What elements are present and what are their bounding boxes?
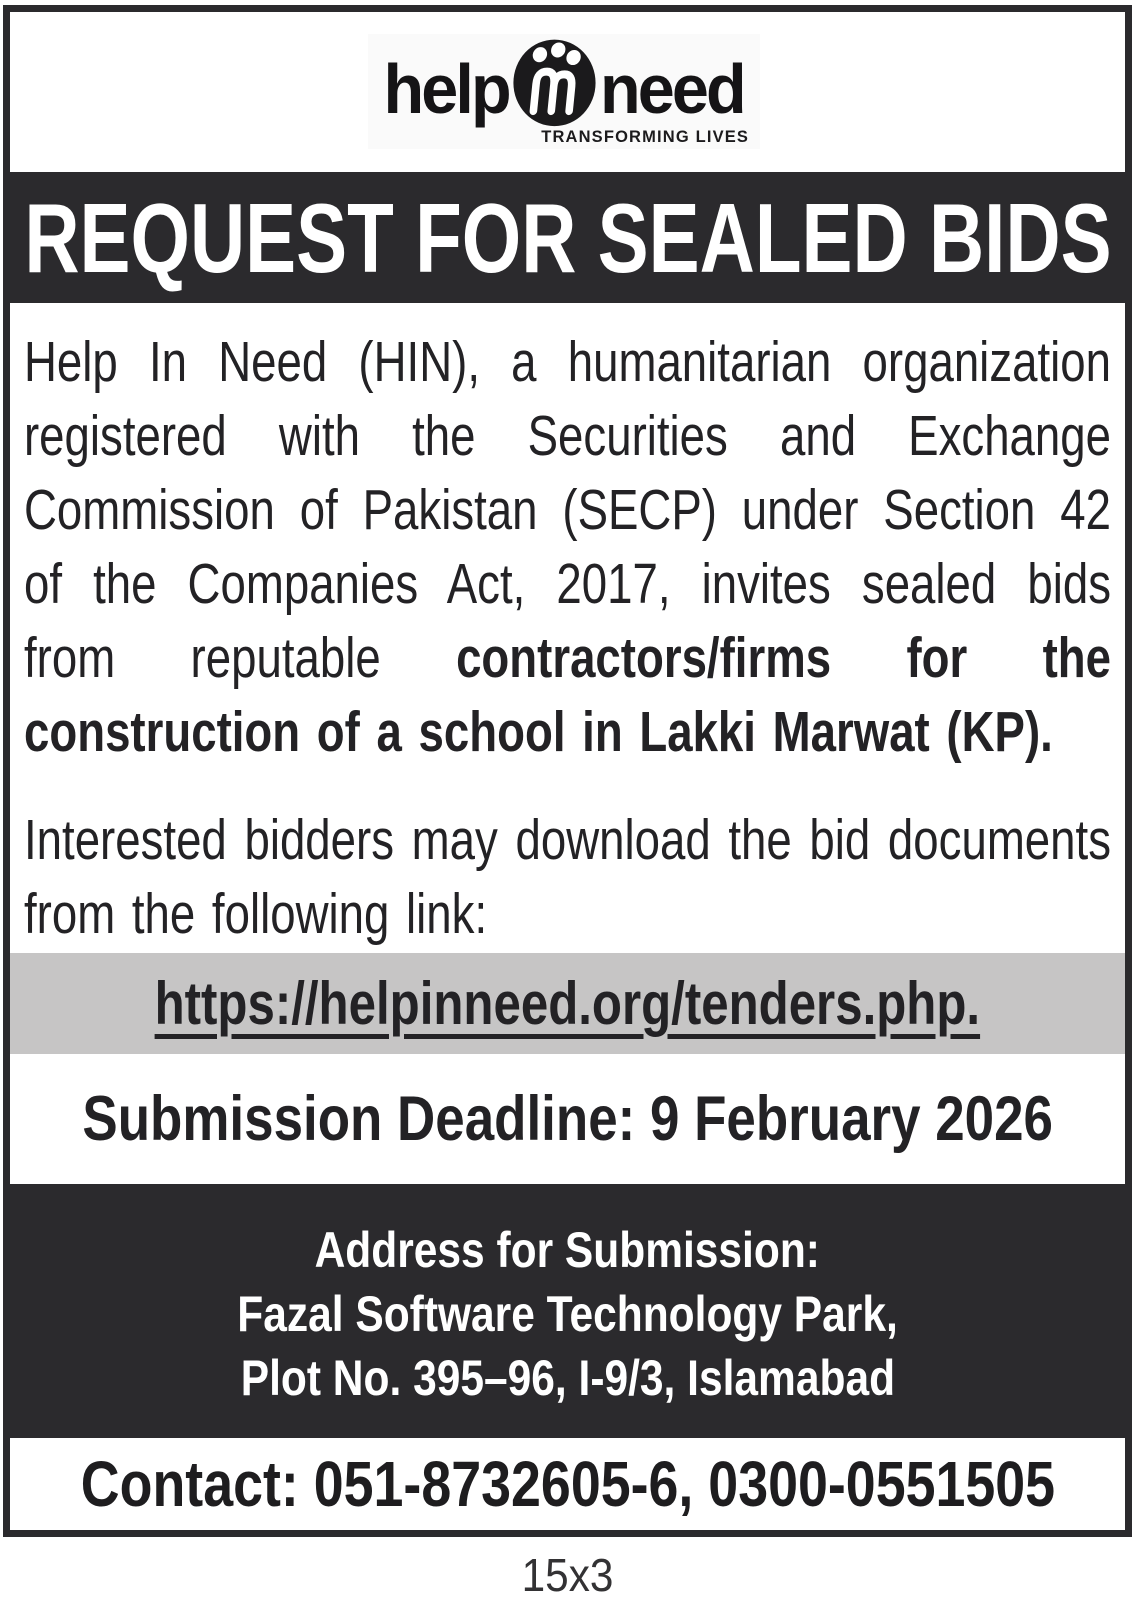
header: [10, 12, 1125, 172]
download-paragraph: Interested bidders may download the bid documents from the following link:: [24, 808, 1111, 946]
contact-section: [10, 1438, 1125, 1530]
tender-advertisement: [3, 5, 1132, 1537]
logo-word-help: help: [383, 49, 510, 128]
page-title: REQUEST FOR SEALED BIDS: [23, 182, 1112, 293]
contact-numbers: Contact: 051-8732605-6, 0300-0551505: [80, 1448, 1055, 1520]
address-line-2: Plot No. 395–96, I-9/3, Islamabad: [240, 1350, 895, 1406]
tender-documents-link[interactable]: https://helpinneed.org/tenders.php.: [154, 970, 981, 1037]
intro-paragraph: [24, 325, 1111, 769]
submission-deadline: Submission Deadline: 9 February 2026: [82, 1084, 1053, 1154]
people-in-circle-icon: [510, 34, 599, 139]
address-section: [10, 1184, 1125, 1438]
address-heading: Address for Submission:: [314, 1222, 821, 1278]
help-in-need-logo: [368, 34, 760, 149]
logo-wordmark: [384, 36, 744, 141]
body-section: [10, 303, 1125, 953]
link-bar: [10, 953, 1125, 1054]
intro-paragraph-normal: Help In Need (HIN), a humanitarian organization registered with the Securities and Exchange Commission of Pakistan (SECP) under Section 42 of the Companies Act, 2017, invites sealed bids from reputable: [24, 330, 1111, 690]
logo-word-need: need: [600, 49, 745, 128]
address-line-1: Fazal Software Technology Park,: [237, 1286, 898, 1342]
intro-paragraph-bold: contractors/firms for the construction of a school in Lakki Marwat (KP).: [24, 626, 1111, 764]
headline-banner: [10, 172, 1125, 303]
ad-size-marker: 15x3: [521, 1549, 614, 1600]
logo-tagline: TRANSFORMING LIVES: [540, 127, 749, 146]
deadline-section: [10, 1054, 1125, 1184]
